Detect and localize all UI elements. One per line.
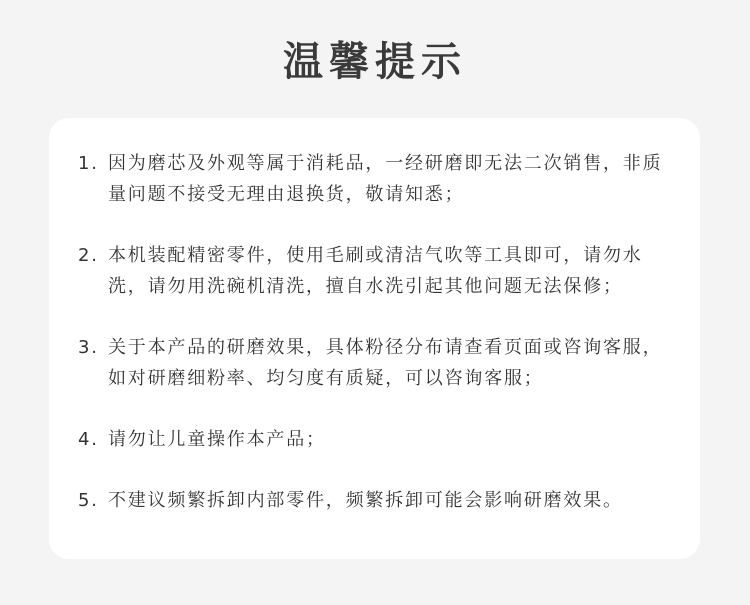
notice-item-text: 本机装配精密零件，使用毛刷或清洁气吹等工具即可，请勿水洗，请勿用洗碗机清洗，擅自水洗引起其他问题无法保修； [108,245,643,297]
notice-item-number: 1. [78,153,99,174]
page-title: 温馨提示 [283,39,467,85]
notice-item-5 [78,485,672,516]
notice-item-text: 请勿让儿童操作本产品； [108,429,326,450]
notice-item-3 [78,332,672,394]
notice-item-text: 因为磨芯及外观等属于消耗品，一经研磨即无法二次销售，非质量问题不接受无理由退换货，敬请知悉； [108,153,663,205]
notice-item-number: 3. [78,337,99,358]
notice-item-number: 4. [78,429,99,450]
notice-item-number: 5. [78,490,99,511]
notice-item-number: 2. [78,245,99,266]
notice-card [49,118,700,559]
notice-item-1 [78,148,672,210]
notice-item-4 [78,424,672,455]
notice-item-2 [78,240,672,302]
notice-item-text: 关于本产品的研磨效果，具体粉径分布请查看页面或咨询客服，如对研磨细粉率、均匀度有质疑，可以咨询客服； [108,337,663,389]
notice-item-text: 不建议频繁拆卸内部零件，频繁拆卸可能会影响研磨效果。 [108,490,623,511]
